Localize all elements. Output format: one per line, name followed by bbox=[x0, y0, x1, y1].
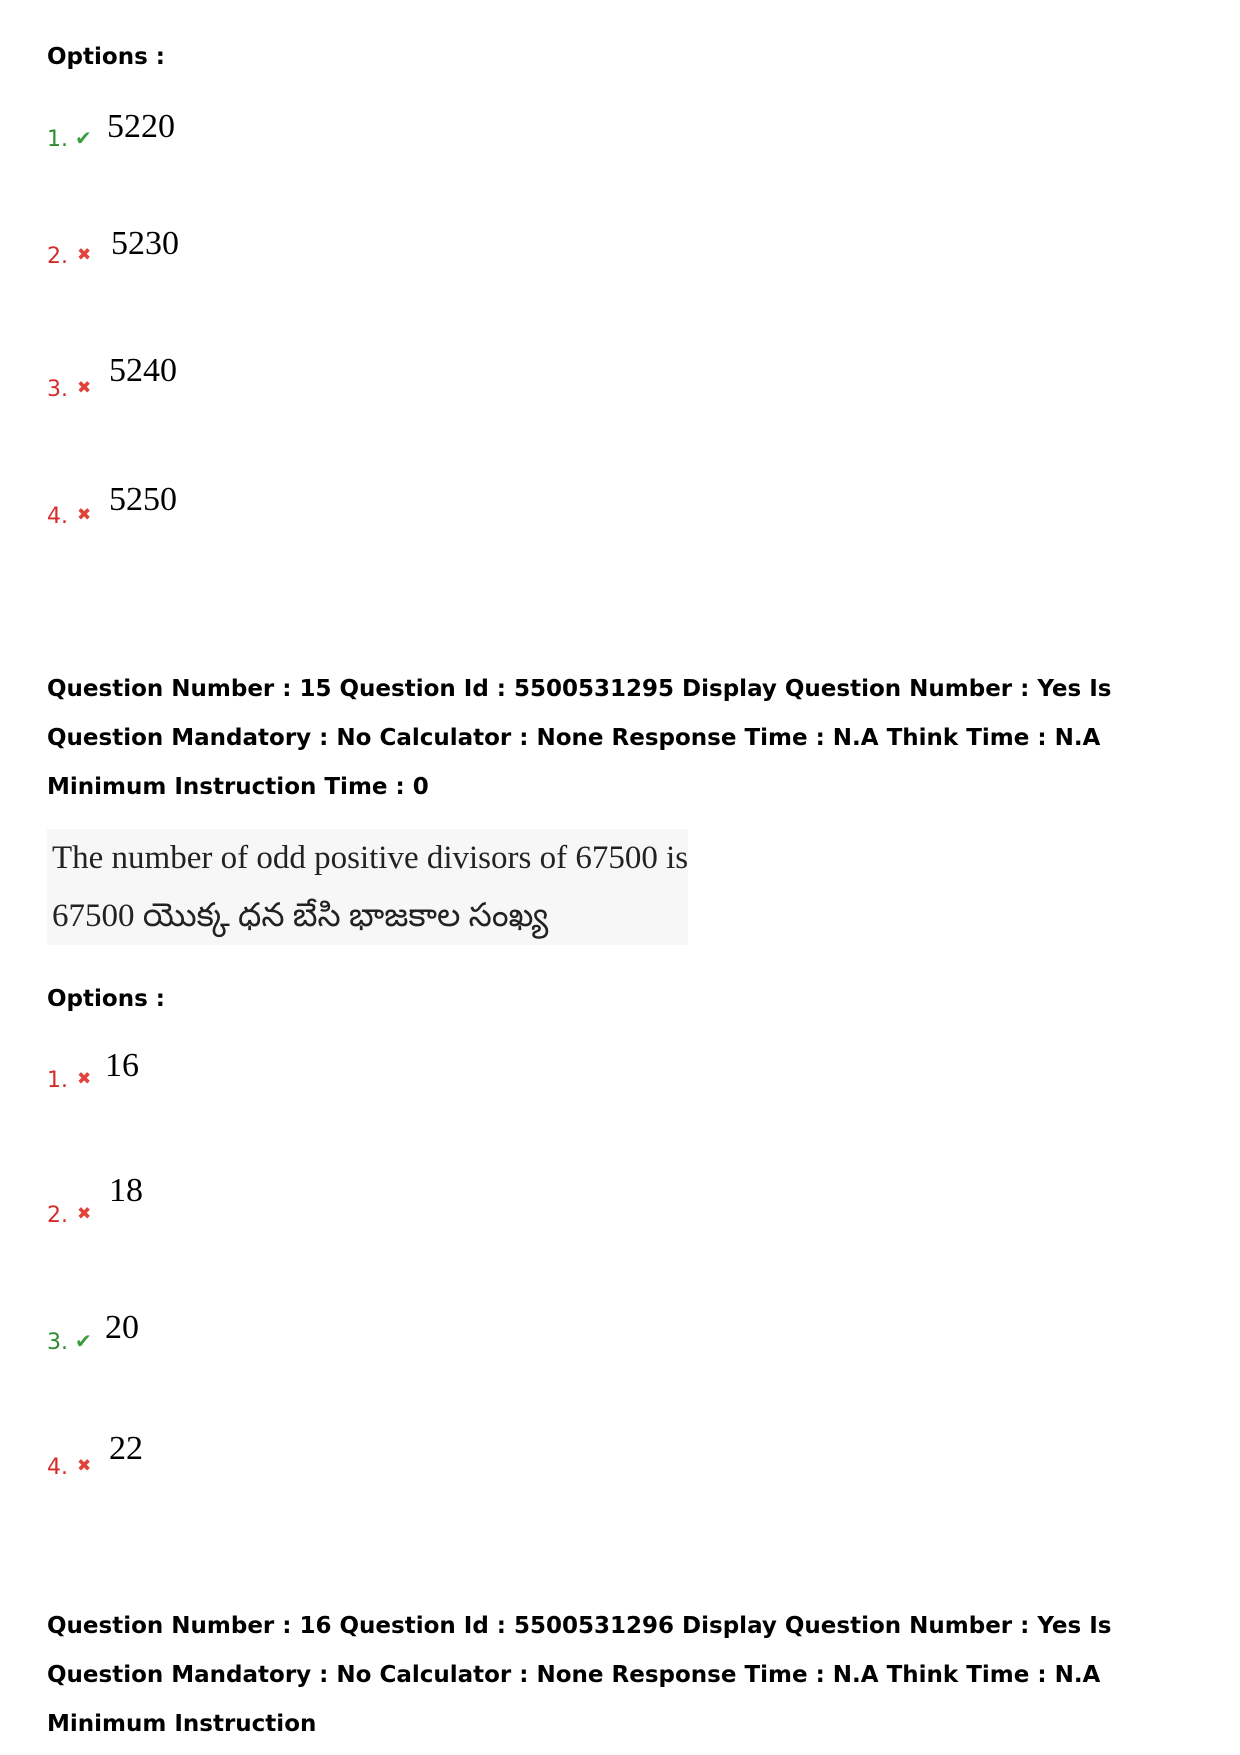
option-3[interactable] bbox=[47, 1311, 247, 1355]
check-icon: ✔ bbox=[75, 126, 92, 150]
option-value: 22 bbox=[109, 1430, 143, 1467]
option-number: 3. bbox=[47, 377, 68, 402]
option-number: 2. bbox=[47, 244, 68, 269]
cross-icon: ✖ bbox=[77, 1456, 92, 1476]
option-1[interactable] bbox=[47, 108, 247, 152]
option-value: 20 bbox=[105, 1309, 139, 1346]
option-value: 16 bbox=[105, 1047, 139, 1084]
question-meta: Question Number : 15 Question Id : 5500531295 Display Question Number : Yes Is Question Mandatory : No Calculator : None Response Time : N.A Think Time : N.A Minimum Instruction Time : 0 bbox=[47, 676, 1112, 800]
option-value: 5240 bbox=[109, 352, 177, 389]
cross-icon: ✖ bbox=[77, 505, 92, 525]
option-value: 5250 bbox=[109, 481, 177, 518]
option-number: 4. bbox=[47, 504, 68, 529]
option-number: 2. bbox=[47, 1203, 68, 1228]
option-value: 5230 bbox=[111, 225, 179, 262]
cross-icon: ✖ bbox=[77, 1204, 92, 1224]
options-heading: Options : bbox=[47, 986, 165, 1012]
option-4[interactable] bbox=[47, 1430, 247, 1480]
option-value: 18 bbox=[109, 1172, 143, 1209]
options-heading: Options : bbox=[47, 44, 165, 70]
option-value: 5220 bbox=[107, 108, 175, 145]
option-4[interactable] bbox=[47, 481, 247, 529]
option-1[interactable] bbox=[47, 1049, 247, 1093]
cross-icon: ✖ bbox=[77, 1069, 92, 1089]
option-number: 1. bbox=[47, 1068, 68, 1093]
check-icon: ✔ bbox=[75, 1329, 92, 1353]
question-text-telugu: 67500 యొక్క ధన బేసి భాజకాల సంఖ్య bbox=[47, 887, 688, 945]
cross-icon: ✖ bbox=[77, 378, 92, 398]
question-text bbox=[47, 829, 688, 945]
cross-icon: ✖ bbox=[77, 245, 92, 265]
option-number: 1. bbox=[47, 127, 68, 152]
question-text-english: The number of odd positive divisors of 67500 is bbox=[47, 829, 688, 887]
option-2[interactable] bbox=[47, 1172, 247, 1228]
question-meta: Question Number : 16 Question Id : 5500531296 Display Question Number : Yes Is Question Mandatory : No Calculator : None Response Time : N.A Think Time : N.A Minimum Instruction bbox=[47, 1613, 1112, 1737]
option-3[interactable] bbox=[47, 352, 247, 402]
option-number: 4. bbox=[47, 1455, 68, 1480]
option-number: 3. bbox=[47, 1330, 68, 1355]
option-2[interactable] bbox=[47, 225, 247, 269]
